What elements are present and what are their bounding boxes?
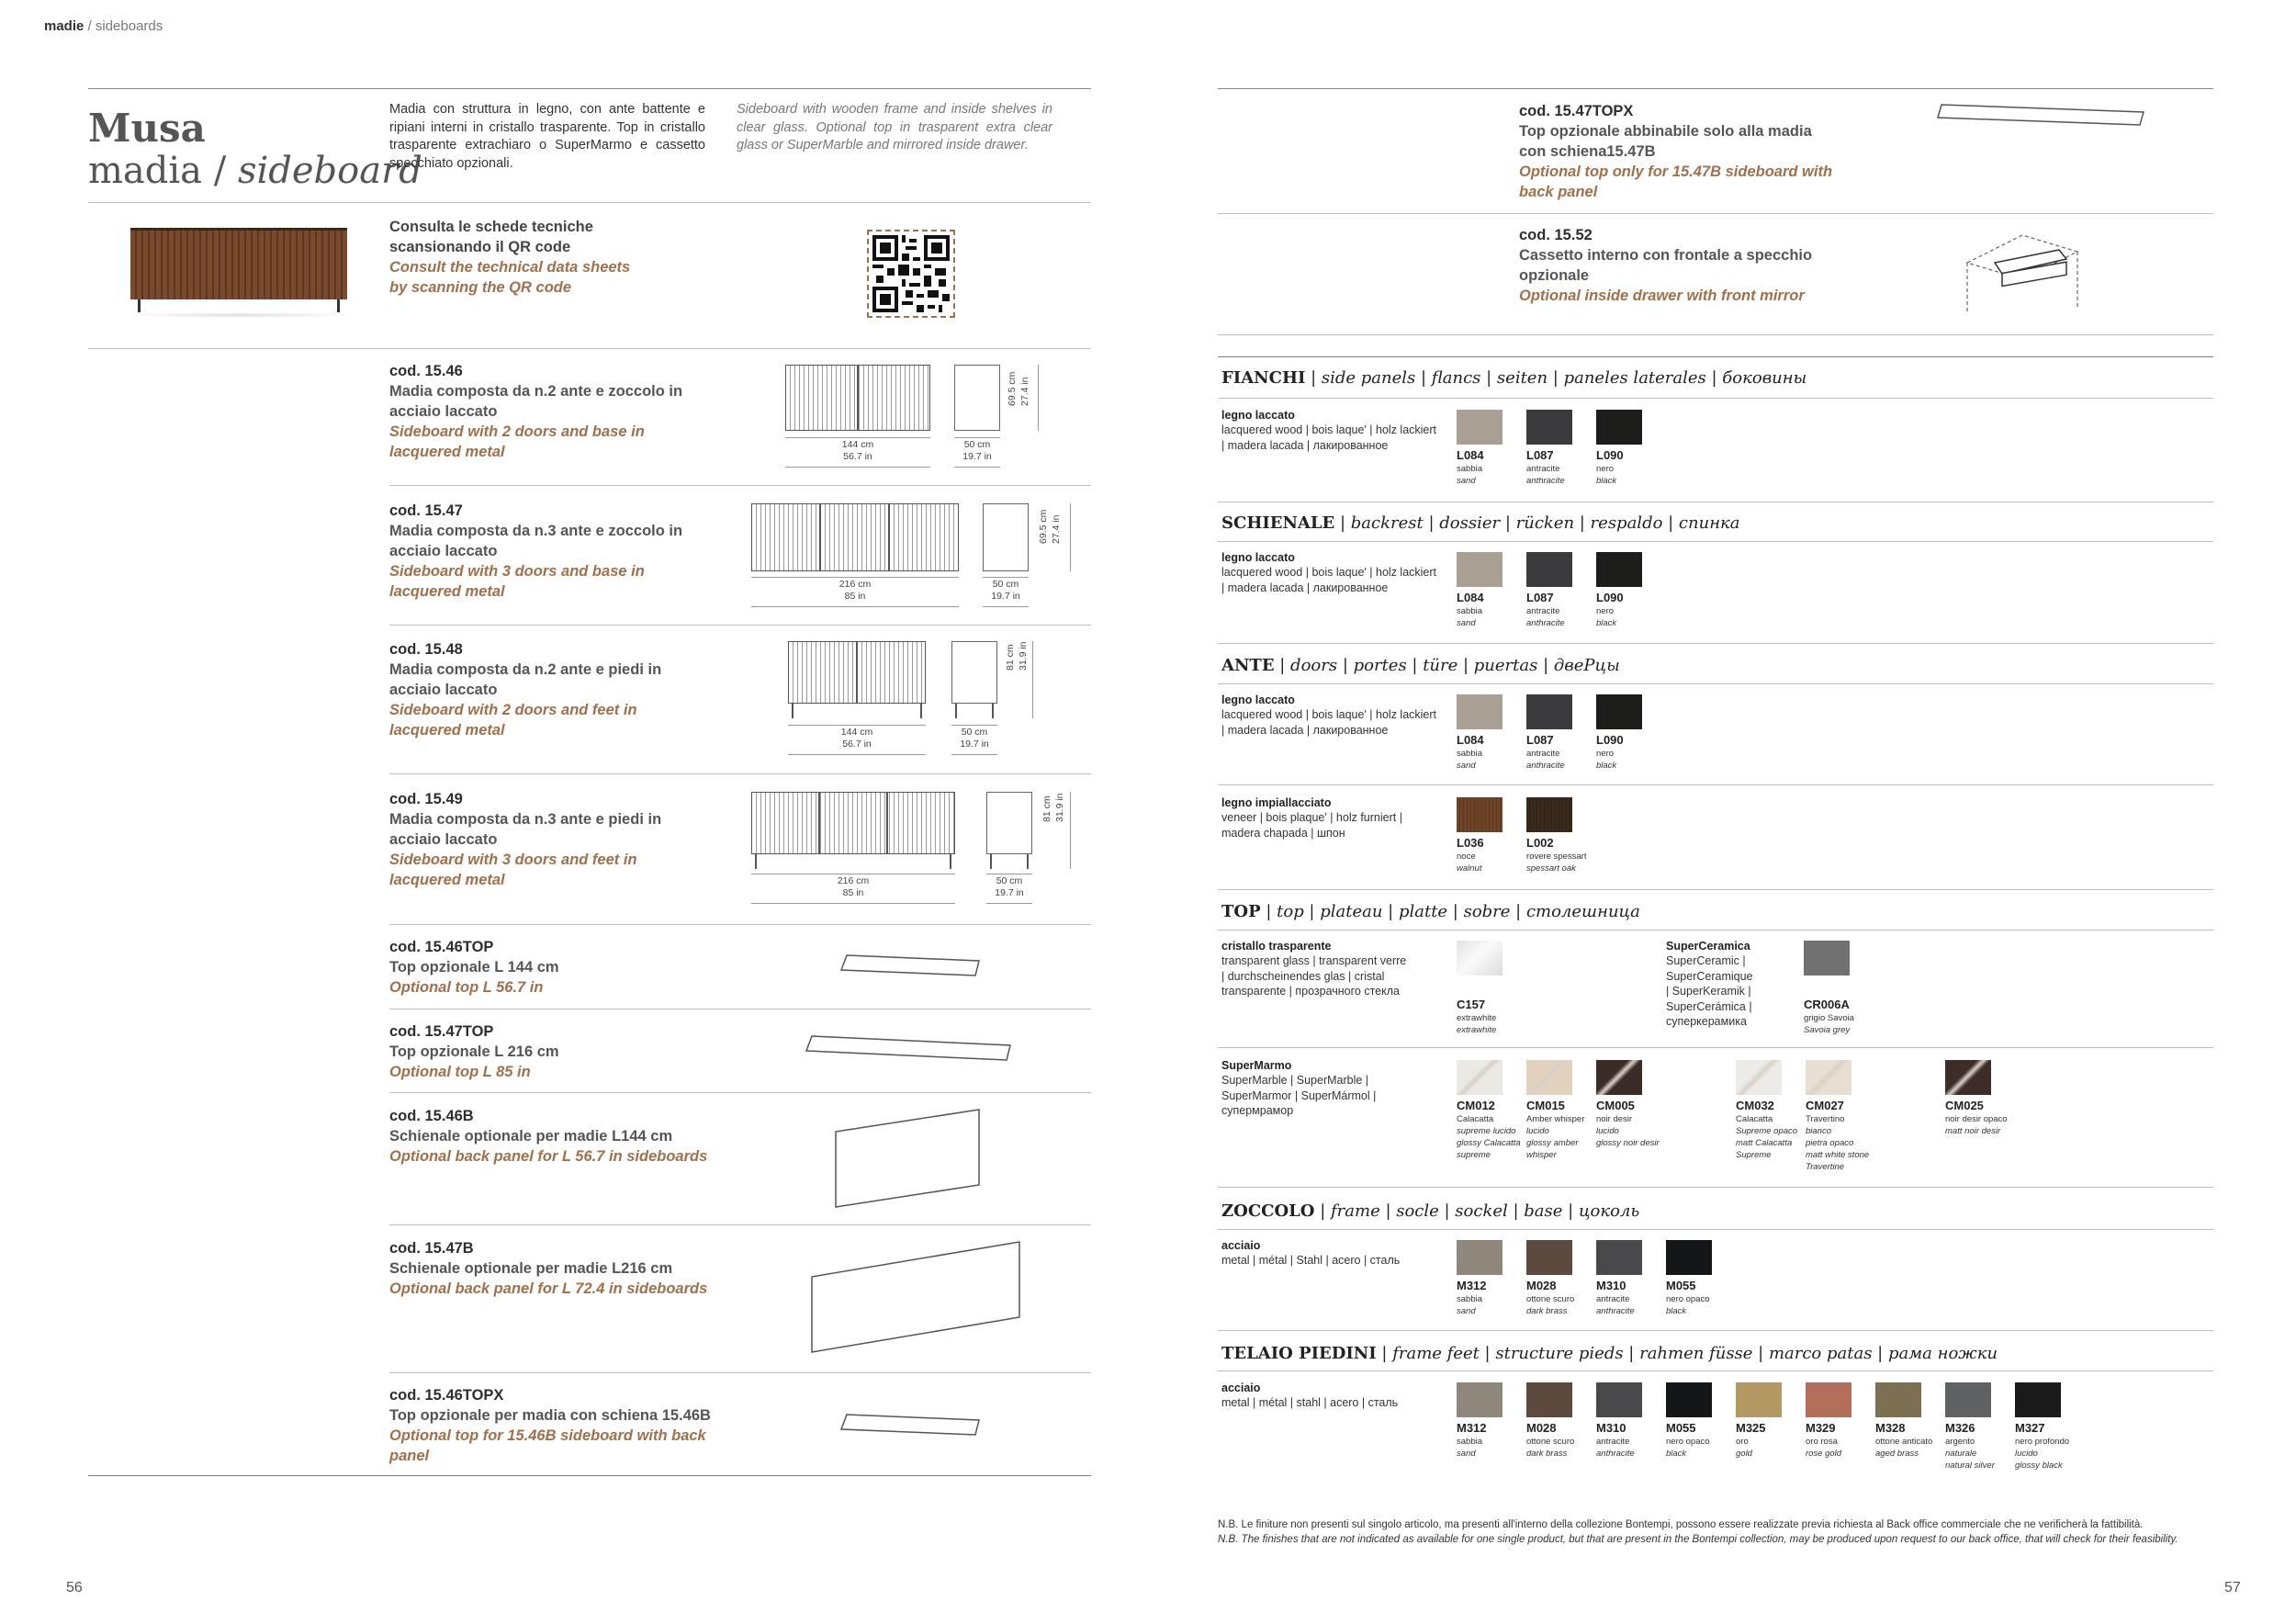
height-dimension-cm: 81 cm bbox=[1005, 644, 1016, 671]
section-rule bbox=[1218, 643, 2213, 644]
qr-code[interactable] bbox=[867, 230, 955, 318]
swatch-cm005[interactable] bbox=[1596, 1060, 1642, 1095]
material-legno-laccato: legno laccato lacquered wood | bois laque' | holz lackiert | madera lacada | лакированное bbox=[1221, 409, 1437, 452]
material-superceramica: SuperCeramica SuperCeramic | SuperCeramique | SuperKeramik | SuperCerámica | суперкерамика bbox=[1666, 940, 1753, 1028]
item-code: cod. 15.47B bbox=[389, 1240, 474, 1257]
swatch-code: M055 bbox=[1666, 1279, 1696, 1292]
section-rule bbox=[1218, 334, 2213, 335]
top-rule-right bbox=[1218, 88, 2213, 89]
swatch-name: sabbia sand bbox=[1457, 606, 1482, 628]
swatch-code: L090 bbox=[1596, 591, 1624, 604]
height-dimension-line bbox=[1070, 792, 1071, 869]
section-header-fianchi: FIANCHI | side panels | flancs | seiten | paneles laterales | боковины bbox=[1221, 368, 1807, 388]
item-description-en: Sideboard with 3 doors and feet in lacquered metal bbox=[389, 851, 637, 888]
product-subtitle: madia / sideboard bbox=[88, 150, 422, 192]
qr-caption-en-2: by scanning the QR code bbox=[389, 279, 572, 296]
swatch-cm025[interactable] bbox=[1945, 1060, 1991, 1095]
dimension-line bbox=[951, 754, 997, 755]
item-description-it: Schienale optionale per madie L144 cm bbox=[389, 1128, 673, 1145]
dimension-line bbox=[751, 903, 955, 904]
breadcrumb: madie / sideboards bbox=[44, 18, 163, 34]
height-dimension-in: 27.4 in bbox=[1051, 514, 1062, 544]
sideboard-foot bbox=[950, 854, 951, 869]
section-rule bbox=[1218, 356, 2213, 357]
dimension-line bbox=[954, 437, 1000, 438]
item-description-it-1: Top opzionale abbinabile solo alla madia bbox=[1519, 123, 1812, 140]
swatch-m310[interactable] bbox=[1596, 1382, 1642, 1417]
section-rule bbox=[1218, 1370, 2213, 1371]
item-description-en-1: Optional inside drawer with front mirror bbox=[1519, 288, 1805, 304]
height-dimension-line bbox=[1038, 365, 1039, 431]
item-rule bbox=[389, 773, 1091, 774]
swatch-name: sabbia sand bbox=[1457, 1437, 1482, 1459]
sideboard-foot bbox=[990, 854, 992, 869]
material-legno-laccato: legno laccato lacquered wood | bois laque' | holz lackiert | madera lacada | лакированное bbox=[1221, 694, 1437, 737]
sideboard-front-drawing bbox=[751, 792, 955, 854]
swatch-name: antracite anthracite bbox=[1596, 1294, 1635, 1316]
width-dimension: 144 cm 56.7 in bbox=[841, 439, 874, 462]
swatch-l036[interactable] bbox=[1457, 797, 1503, 832]
note-en: N.B. The finishes that are not indicated as available for one single product, but that are present in the Bontempi collection, may be produced upon request to our back office, that will check for their feasibility. bbox=[1218, 1534, 2178, 1545]
dimension-line bbox=[785, 437, 930, 438]
height-dimension-cm: 81 cm bbox=[1041, 795, 1052, 822]
rule-after-header bbox=[88, 202, 1091, 203]
height-dimension-cm: 69.5 cm bbox=[1007, 371, 1018, 406]
swatch-name: argento naturale natural silver bbox=[1945, 1437, 1995, 1471]
swatch-m312[interactable] bbox=[1457, 1240, 1503, 1275]
swatch-name: oro rosa rose gold bbox=[1806, 1437, 1842, 1459]
section-rule bbox=[1218, 1330, 2213, 1331]
width-dimension: 216 cm 85 in bbox=[837, 875, 870, 898]
item-description-it: Madia composta da n.3 ante e zoccolo in acciaio laccato bbox=[389, 523, 683, 559]
item-description-it: Top opzionale L 144 cm bbox=[389, 959, 559, 976]
qr-code-icon bbox=[872, 235, 950, 312]
swatch-code: CM027 bbox=[1806, 1099, 1844, 1112]
section-rule bbox=[1218, 541, 2213, 542]
product-description-en: Sideboard with wooden frame and inside shelves in clear glass. Optional top in trasparent extra clear glass or SuperMarble and mirrored inside drawer. bbox=[737, 102, 1052, 152]
swatch-cr006a[interactable] bbox=[1804, 941, 1850, 976]
depth-dimension: 50 cm 19.7 in bbox=[991, 579, 1020, 602]
item-description-it-1: Cassetto interno con frontale a specchio bbox=[1519, 247, 1813, 264]
swatch-code: M028 bbox=[1526, 1421, 1557, 1435]
dimension-line bbox=[785, 467, 930, 468]
swatch-m055[interactable] bbox=[1666, 1240, 1712, 1275]
sideboard-photo bbox=[130, 228, 347, 309]
item-description-en-2: panel bbox=[389, 1448, 430, 1464]
swatch-name: noce walnut bbox=[1457, 851, 1482, 874]
swatch-c157[interactable] bbox=[1457, 941, 1503, 976]
height-dimension-in: 31.9 in bbox=[1018, 641, 1029, 671]
swatch-code: CR006A bbox=[1804, 998, 1850, 1011]
sideboard-front-drawing bbox=[751, 503, 959, 571]
dimension-line bbox=[983, 577, 1029, 578]
swatch-l090[interactable] bbox=[1596, 552, 1642, 587]
section-rule bbox=[1218, 1047, 2213, 1048]
sideboard-side-drawing bbox=[986, 792, 1032, 854]
swatch-code: M310 bbox=[1596, 1279, 1626, 1292]
swatch-code: L090 bbox=[1596, 448, 1624, 462]
section-rule bbox=[1218, 889, 2213, 890]
material-acciaio: acciaio metal | métal | stahl | acero | сталь bbox=[1221, 1382, 1399, 1409]
cabinet-door-divider bbox=[857, 365, 859, 431]
swatch-code: CM015 bbox=[1526, 1099, 1565, 1112]
swatch-name: sabbia sand bbox=[1457, 464, 1482, 486]
sideboard-foot bbox=[1027, 854, 1029, 869]
swatch-name: antracite anthracite bbox=[1526, 749, 1565, 771]
swatch-cm012[interactable] bbox=[1457, 1060, 1503, 1095]
swatch-code: L090 bbox=[1596, 733, 1624, 747]
swatch-code: M327 bbox=[2015, 1421, 2045, 1435]
section-rule bbox=[1218, 398, 2213, 399]
height-dimension-in: 27.4 in bbox=[1019, 377, 1030, 406]
material-cristallo: cristallo trasparente transparent glass | transparent verre | durchscheinendes glas | cristal transparente | прозрачного стекла bbox=[1221, 940, 1407, 998]
item-rule bbox=[1218, 213, 2213, 214]
width-dimension: 144 cm 56.7 in bbox=[840, 727, 873, 750]
swatch-name: nero black bbox=[1596, 606, 1617, 628]
swatch-code: C157 bbox=[1457, 998, 1486, 1011]
swatch-code: L087 bbox=[1526, 448, 1554, 462]
product-name: Musa bbox=[88, 106, 206, 151]
item-rule bbox=[389, 1092, 1091, 1093]
swatch-code: M326 bbox=[1945, 1421, 1975, 1435]
item-code: cod. 15.47 bbox=[389, 502, 463, 519]
swatch-name: Travertino bianco pietra opaco matt white stone Travertine bbox=[1806, 1114, 1870, 1172]
item-description-en: Sideboard with 2 doors and feet in lacquered metal bbox=[389, 702, 637, 739]
item-rule bbox=[389, 924, 1091, 925]
swatch-m028[interactable] bbox=[1526, 1240, 1572, 1275]
dimension-line bbox=[951, 725, 997, 726]
sideboard-foot bbox=[792, 704, 793, 718]
swatch-m328[interactable] bbox=[1875, 1382, 1921, 1417]
item-description-en-1: Optional top only for 15.47B sideboard with bbox=[1519, 164, 1833, 180]
swatch-m326[interactable] bbox=[1945, 1382, 1991, 1417]
swatch-name: noir desir lucido glossy noir desir bbox=[1596, 1114, 1660, 1148]
item-code: cod. 15.46 bbox=[389, 363, 463, 379]
swatch-m310[interactable] bbox=[1596, 1240, 1642, 1275]
cabinet-door-divider bbox=[888, 503, 890, 571]
qr-caption-en-1: Consult the technical data sheets bbox=[389, 259, 631, 276]
swatch-code: M055 bbox=[1666, 1421, 1696, 1435]
swatch-code: L084 bbox=[1457, 733, 1484, 747]
sideboard-foot bbox=[920, 704, 922, 718]
height-dimension-in: 31.9 in bbox=[1054, 793, 1065, 822]
swatch-name: nero black bbox=[1596, 749, 1617, 771]
swatch-l084[interactable] bbox=[1457, 694, 1503, 729]
swatch-l002[interactable] bbox=[1526, 797, 1572, 832]
swatch-code: L084 bbox=[1457, 591, 1484, 604]
swatch-code: CM025 bbox=[1945, 1099, 1984, 1112]
swatch-l084[interactable] bbox=[1457, 410, 1503, 445]
item-description-en: Sideboard with 2 doors and base in lacquered metal bbox=[389, 423, 645, 460]
sideboard-foot bbox=[955, 704, 957, 718]
swatch-name: nero opaco black bbox=[1666, 1294, 1710, 1316]
section-rule bbox=[1218, 1187, 2213, 1188]
section-header-ante: ANTE | doors | portes | türe | puertas | двеРцы bbox=[1221, 656, 1620, 675]
swatch-cm027[interactable] bbox=[1806, 1060, 1851, 1095]
swatch-cm015[interactable] bbox=[1526, 1060, 1572, 1095]
swatch-name: ottone scuro dark brass bbox=[1526, 1294, 1575, 1316]
swatch-name: antracite anthracite bbox=[1596, 1437, 1635, 1459]
swatch-l090[interactable] bbox=[1596, 694, 1642, 729]
swatch-code: M312 bbox=[1457, 1421, 1487, 1435]
dimension-line bbox=[954, 467, 1000, 468]
item-description-en: Optional back panel for L 72.4 in sideboards bbox=[389, 1280, 708, 1297]
item-rule bbox=[389, 625, 1091, 626]
item-description-en: Optional top L 85 in bbox=[389, 1064, 531, 1080]
swatch-name: noir desir opaco matt noir desir bbox=[1945, 1114, 2008, 1136]
item-description-it: Madia composta da n.3 ante e piedi in acciaio laccato bbox=[389, 811, 662, 848]
swatch-name: ottone scuro dark brass bbox=[1526, 1437, 1575, 1459]
swatch-l087[interactable] bbox=[1526, 694, 1572, 729]
swatch-code: L002 bbox=[1526, 836, 1554, 850]
swatch-name: ottone anticato aged brass bbox=[1875, 1437, 1933, 1459]
item-code: cod. 15.46TOPX bbox=[389, 1387, 504, 1404]
item-description-en: Optional back panel for L 56.7 in sideboards bbox=[389, 1148, 708, 1165]
width-dimension: 216 cm 85 in bbox=[838, 579, 872, 602]
swatch-name: sabbia sand bbox=[1457, 749, 1482, 771]
item-rule bbox=[389, 485, 1091, 486]
swatch-m329[interactable] bbox=[1806, 1382, 1851, 1417]
item-rule bbox=[389, 1372, 1091, 1373]
swatch-name: antracite anthracite bbox=[1526, 606, 1565, 628]
cabinet-door-divider bbox=[886, 792, 888, 854]
swatch-l087[interactable] bbox=[1526, 552, 1572, 587]
swatch-code: M312 bbox=[1457, 1279, 1487, 1292]
page-number-left: 56 bbox=[66, 1580, 83, 1596]
top-panel-drawing bbox=[839, 952, 986, 979]
sideboard-foot bbox=[992, 704, 994, 718]
item-code: cod. 15.49 bbox=[389, 791, 463, 807]
sideboard-foot bbox=[755, 854, 757, 869]
swatch-code: CM005 bbox=[1596, 1099, 1635, 1112]
swatch-name: rovere spessart spessart oak bbox=[1526, 851, 1587, 874]
item-description-it: Schienale optionale per madie L216 cm bbox=[389, 1260, 673, 1277]
dimension-line bbox=[751, 606, 959, 607]
height-dimension-line bbox=[1070, 503, 1071, 571]
rule-after-qr bbox=[88, 348, 1091, 349]
item-description-it-2: opzionale bbox=[1519, 267, 1590, 284]
sideboard-side-drawing bbox=[951, 641, 997, 704]
material-legno-laccato: legno laccato lacquered wood | bois laque' | holz lackiert | madera lacada | лакированное bbox=[1221, 551, 1437, 594]
swatch-code: L036 bbox=[1457, 836, 1484, 850]
swatch-code: M328 bbox=[1875, 1421, 1906, 1435]
top-panel-drawing bbox=[805, 1032, 1016, 1064]
item-code: cod. 15.46B bbox=[389, 1108, 474, 1124]
item-rule bbox=[389, 1224, 1091, 1225]
swatch-code: M329 bbox=[1806, 1421, 1836, 1435]
swatch-name: nero black bbox=[1596, 464, 1617, 486]
dimension-line bbox=[986, 903, 1032, 904]
swatch-name: sabbia sand bbox=[1457, 1294, 1482, 1316]
swatch-m028[interactable] bbox=[1526, 1382, 1572, 1417]
top-rule-left bbox=[88, 88, 1091, 89]
swatch-code: L087 bbox=[1526, 733, 1554, 747]
item-description-it: Top opzionale L 216 cm bbox=[389, 1043, 559, 1060]
section-header-zoccolo: ZOCCOLO | frame | socle | sockel | base | цоколь bbox=[1221, 1201, 1640, 1221]
height-dimension-line bbox=[1032, 641, 1033, 718]
bottom-rule-left bbox=[88, 1475, 1091, 1476]
swatch-name: antracite anthracite bbox=[1526, 464, 1565, 486]
height-dimension-cm: 69.5 cm bbox=[1038, 509, 1049, 544]
depth-dimension: 50 cm 19.7 in bbox=[995, 875, 1024, 898]
item-description-it-2: con schiena15.47B bbox=[1519, 143, 1656, 160]
swatch-m055[interactable] bbox=[1666, 1382, 1712, 1417]
swatch-code: L084 bbox=[1457, 448, 1484, 462]
swatch-m325[interactable] bbox=[1736, 1382, 1782, 1417]
swatch-name: nero profondo lucido glossy black bbox=[2015, 1437, 2070, 1471]
swatch-code: M310 bbox=[1596, 1421, 1626, 1435]
swatch-name: nero opaco black bbox=[1666, 1437, 1710, 1459]
swatch-code: CM032 bbox=[1736, 1099, 1774, 1112]
cabinet-door-divider bbox=[818, 792, 820, 854]
swatch-name: Calacatta Supreme opaco matt Calacatta Supreme bbox=[1736, 1114, 1798, 1160]
sideboard-side-drawing bbox=[983, 503, 1029, 571]
item-code: cod. 15.47TOPX bbox=[1519, 103, 1634, 119]
drawer-drawing bbox=[1958, 226, 2087, 318]
cabinet-door-divider bbox=[819, 503, 821, 571]
item-description-en: Sideboard with 3 doors and base in lacquered metal bbox=[389, 563, 645, 600]
swatch-code: M028 bbox=[1526, 1279, 1557, 1292]
section-header-top: TOP | top | plateau | platte | sobre | столешница bbox=[1221, 902, 1640, 921]
item-description-en-2: back panel bbox=[1519, 184, 1598, 200]
section-header-telaio: TELAIO PIEDINI | frame feet | structure pieds | rahmen füsse | marco patas | рама ножки bbox=[1221, 1344, 1998, 1363]
item-code: cod. 15.52 bbox=[1519, 227, 1593, 243]
item-description-en-1: Optional top for 15.46B sideboard with back bbox=[389, 1427, 706, 1444]
swatch-m312[interactable] bbox=[1457, 1382, 1503, 1417]
swatch-m327[interactable] bbox=[2015, 1382, 2061, 1417]
top-panel-drawing bbox=[839, 1411, 986, 1438]
swatch-name: grigio Savoia Savoia grey bbox=[1804, 1013, 1854, 1035]
section-header-schienale: SCHIENALE | backrest | dossier | rücken | respaldo | спинка bbox=[1221, 513, 1740, 533]
section-rule bbox=[1218, 784, 2213, 785]
swatch-l084[interactable] bbox=[1457, 552, 1503, 587]
item-code: cod. 15.47TOP bbox=[389, 1023, 494, 1040]
swatch-code: M325 bbox=[1736, 1421, 1766, 1435]
material-legno-impiallacciato: legno impiallacciato veneer | bois plaque' | holz furniert | madera chapada | шпон bbox=[1221, 796, 1402, 840]
dimension-line bbox=[788, 754, 926, 755]
product-description-it: Madia con struttura in legno, con ante battente e ripiani interni in cristallo trasparente. Top in cristallo trasparente extrachiaro o SuperMarmo e cassetto specchiato opzionali. bbox=[389, 102, 705, 171]
item-description-en: Optional top L 56.7 in bbox=[389, 979, 544, 996]
cabinet-door-divider bbox=[856, 641, 858, 704]
item-description-it: Madia composta da n.2 ante e piedi in acciaio laccato bbox=[389, 661, 662, 698]
depth-dimension: 50 cm 19.7 in bbox=[962, 439, 992, 462]
top-panel-drawing bbox=[1936, 103, 2147, 127]
depth-dimension: 50 cm 19.7 in bbox=[960, 727, 989, 750]
swatch-name: Calacatta supreme lucido glossy Calacatta supreme bbox=[1457, 1114, 1521, 1160]
qr-caption-it-1: Consulta le schede tecniche bbox=[389, 219, 593, 235]
back-panel-drawing bbox=[832, 1108, 983, 1209]
swatch-name: oro gold bbox=[1736, 1437, 1752, 1459]
swatch-code: CM012 bbox=[1457, 1099, 1495, 1112]
item-code: cod. 15.48 bbox=[389, 641, 463, 658]
swatch-cm032[interactable] bbox=[1736, 1060, 1782, 1095]
note-it: N.B. Le finiture non presenti sul singolo articolo, ma presenti all'interno della collezione Bontempi, possono essere realizzate previa richiesta al Back office commerciale che ne verificherà la fattibilità. bbox=[1218, 1519, 2144, 1530]
swatch-code: L087 bbox=[1526, 591, 1554, 604]
material-supermarmo: SuperMarmo SuperMarble | SuperMarble | SuperMarmor | SuperMármol | супермрамор bbox=[1221, 1059, 1377, 1117]
item-description-it: Madia composta da n.2 ante e zoccolo in acciaio laccato bbox=[389, 383, 683, 420]
swatch-name: Amber whisper lucido glossy amber whisper bbox=[1526, 1114, 1585, 1160]
dimension-line bbox=[788, 725, 926, 726]
section-rule bbox=[1218, 1229, 2213, 1230]
item-description-it: Top opzionale per madia con schiena 15.46B bbox=[389, 1407, 711, 1424]
page-number-right: 57 bbox=[2224, 1580, 2241, 1596]
dimension-line bbox=[751, 577, 959, 578]
dimension-line bbox=[983, 606, 1029, 607]
qr-caption-it-2: scansionando il QR code bbox=[389, 239, 571, 255]
swatch-l087[interactable] bbox=[1526, 410, 1572, 445]
swatch-l090[interactable] bbox=[1596, 410, 1642, 445]
sideboard-side-drawing bbox=[954, 365, 1000, 431]
swatch-name: extrawhite extrawhite bbox=[1457, 1013, 1497, 1035]
material-acciaio: acciaio metal | métal | Stahl | acero | сталь bbox=[1221, 1239, 1401, 1267]
back-panel-drawing bbox=[808, 1240, 1023, 1356]
section-rule bbox=[1218, 683, 2213, 684]
item-code: cod. 15.46TOP bbox=[389, 939, 494, 955]
